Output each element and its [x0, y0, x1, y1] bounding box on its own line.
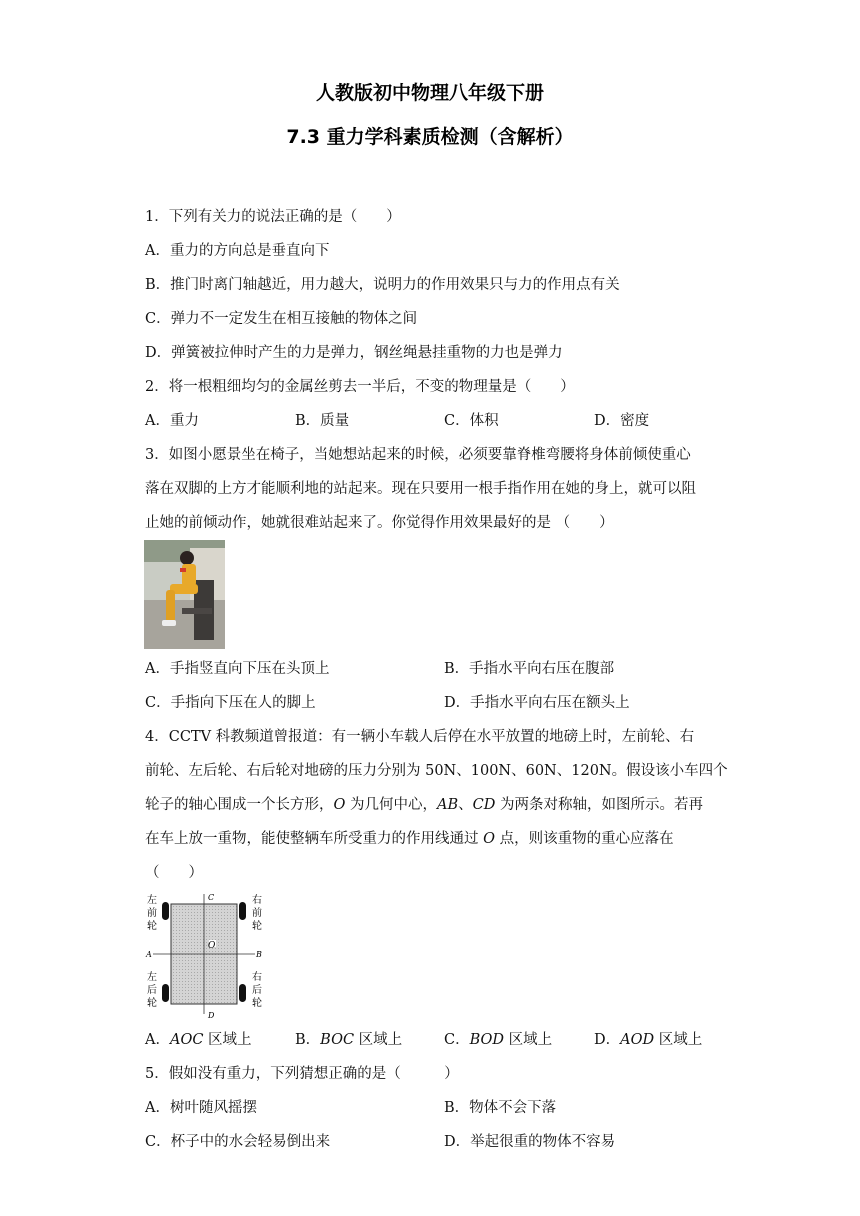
label-left-rear-2: 后 — [147, 985, 157, 996]
label-point-b: B — [256, 950, 262, 959]
q5-option-c: C．杯子中的水会轻易倒出来 — [145, 1134, 331, 1150]
q5-stem: 5．假如没有重力，下列猜想正确的是（ ） — [145, 1066, 459, 1082]
q4-stem-line2: 前轮、左后轮、右后轮对地磅的压力分别为 50N、100N、60N、120N。假设该小车四个 — [145, 763, 728, 779]
girl-sitting-photo — [144, 540, 225, 649]
q1-option-b: B．推门时离门轴越近，用力越大，说明力的作用效果只与力的作用点有关 — [145, 277, 620, 293]
document-title: 人教版初中物理八年级下册 — [315, 82, 544, 104]
q3-option-c: C．手指向下压在人的脚上 — [145, 695, 316, 711]
q4-option-d: D．AOD 区域上 — [594, 1032, 703, 1048]
label-right-rear-3: 轮 — [252, 998, 262, 1009]
q5-option-d: D．举起很重的物体不容易 — [444, 1134, 616, 1150]
q3-stem-line1: 3．如图小愿景坐在椅子，当她想站起来的时候，必须要靠脊椎弯腰将身体前倾使重心 — [145, 447, 691, 463]
label-right-rear-2: 后 — [252, 985, 262, 996]
label-right-front-1: 右 — [252, 895, 262, 906]
q4-option-b: B．BOC 区域上 — [295, 1032, 403, 1048]
car-wheel-diagram — [143, 888, 273, 1020]
q3-option-b: B．手指水平向右压在腹部 — [444, 661, 615, 677]
label-left-front-2: 前 — [147, 908, 157, 919]
q2-option-b: B．质量 — [295, 413, 350, 429]
label-left-rear-1: 左 — [147, 972, 157, 983]
label-point-a: A — [146, 950, 152, 959]
q4-stem-line1: 4．CCTV 科教频道曾报道：有一辆小车载人后停在水平放置的地磅上时，左前轮、右 — [145, 729, 695, 745]
q4-option-c: C．BOD 区域上 — [444, 1032, 553, 1048]
q2-stem: 2．将一根粗细均匀的金属丝剪去一半后，不变的物理量是（ ） — [145, 379, 575, 395]
q1-option-c: C．弹力不一定发生在相互接触的物体之间 — [145, 311, 418, 327]
label-left-rear-3: 轮 — [147, 998, 157, 1009]
q4-option-a: A．AOC 区域上 — [145, 1032, 252, 1048]
label-left-front-3: 轮 — [147, 921, 157, 932]
q4-stem-line4: 在车上放一重物，能使整辆车所受重力的作用线通过 O 点，则该重物的重心应落在 — [145, 831, 674, 847]
q3-option-a: A．手指竖直向下压在头顶上 — [145, 661, 330, 677]
q3-option-d: D．手指水平向右压在额头上 — [444, 695, 630, 711]
label-point-c: C — [208, 893, 215, 902]
q5-option-b: B．物体不会下落 — [444, 1100, 557, 1116]
label-left-front-1: 左 — [147, 895, 157, 906]
document-subtitle: 7.3 重力学科素质检测（含解析） — [286, 126, 574, 148]
label-point-d: D — [208, 1011, 215, 1020]
q1-stem: 1．下列有关力的说法正确的是（ ） — [145, 209, 401, 225]
label-right-front-3: 轮 — [252, 921, 262, 932]
q5-option-a: A．树叶随风摇摆 — [145, 1100, 257, 1116]
q2-option-d: D．密度 — [594, 413, 650, 429]
q2-option-c: C．体积 — [444, 413, 499, 429]
label-point-o: O — [208, 941, 216, 951]
label-right-front-2: 前 — [252, 908, 262, 919]
q1-option-d: D．弹簧被拉伸时产生的力是弹力，钢丝绳悬挂重物的力也是弹力 — [145, 345, 563, 361]
q3-stem-line3: 止她的前倾动作，她就很难站起来了。你觉得作用效果最好的是 （ ） — [145, 515, 614, 531]
q1-option-a: A．重力的方向总是垂直向下 — [145, 243, 330, 259]
label-right-rear-1: 右 — [252, 972, 262, 983]
q4-stem-line3: 轮子的轴心围成一个长方形，O 为几何中心，AB、CD 为两条对称轴，如图所示。若再 — [145, 797, 703, 813]
q4-stem-line5: （ ） — [145, 865, 203, 881]
q3-stem-line2: 落在双脚的上方才能顺利地的站起来。现在只要用一根手指作用在她的身上，就可以阻 — [145, 481, 696, 497]
q2-option-a: A．重力 — [145, 413, 199, 429]
